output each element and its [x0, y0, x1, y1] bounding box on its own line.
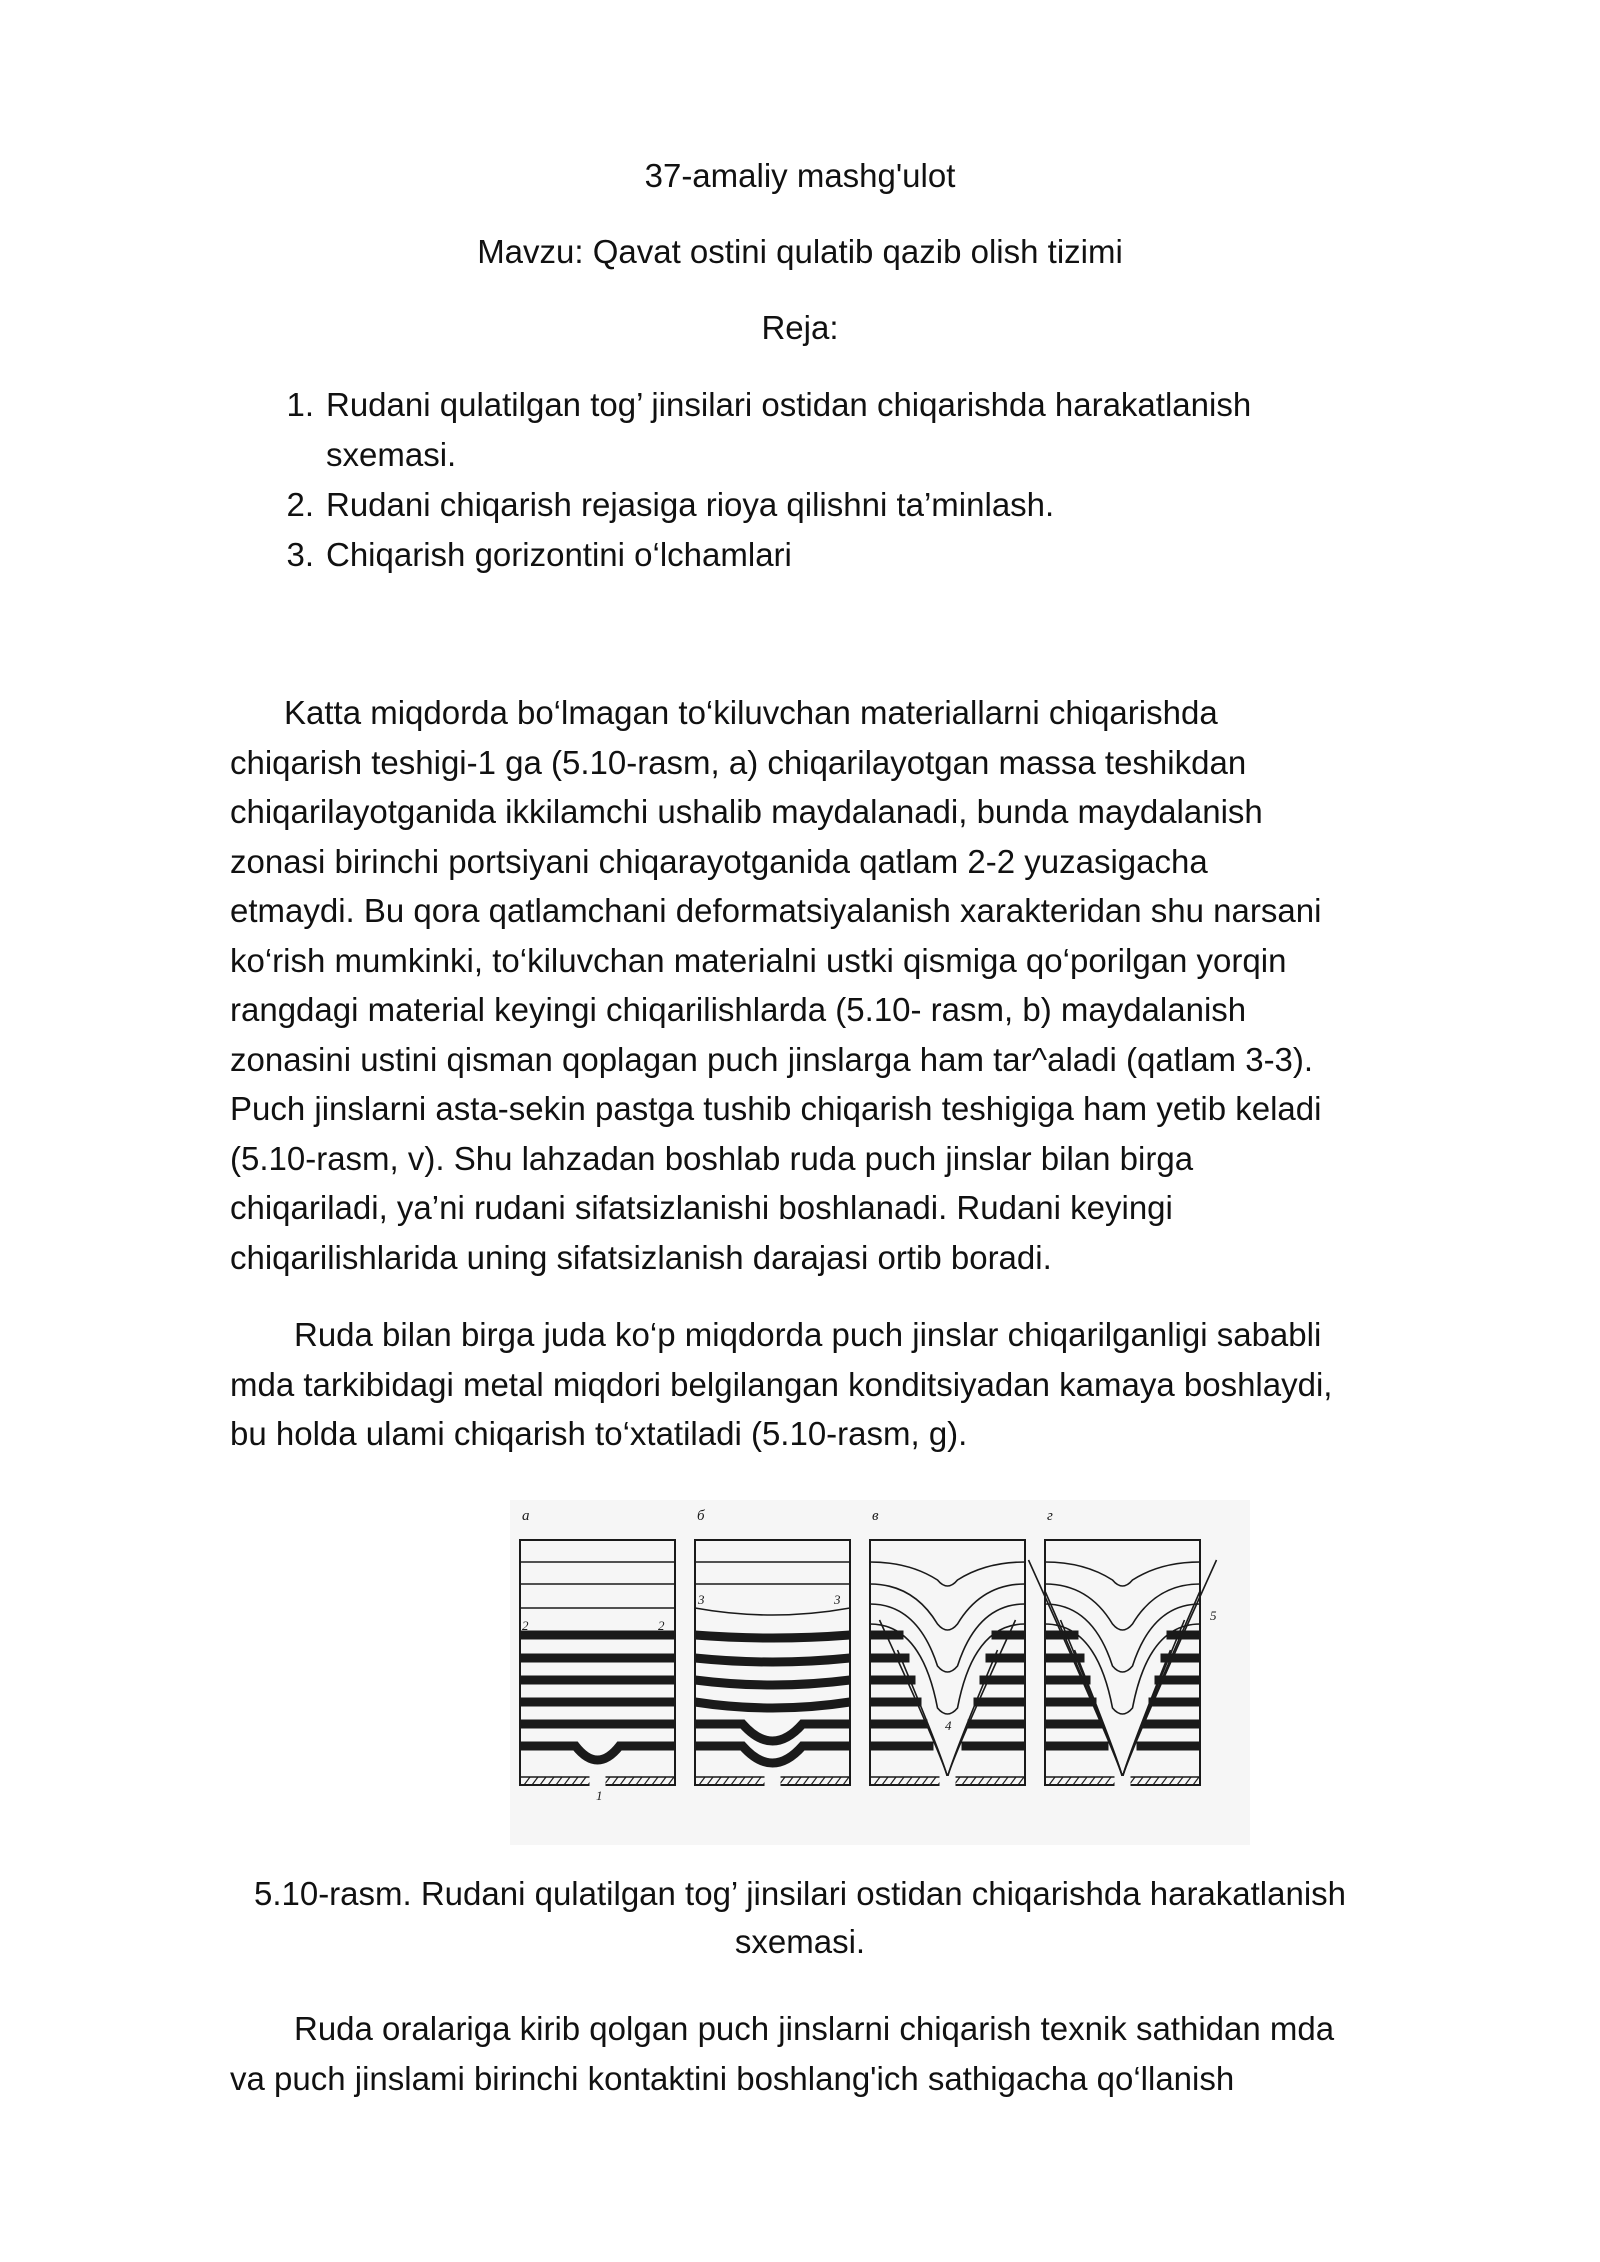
outlet-opening: [1115, 1776, 1131, 1786]
panel-label: а: [522, 1508, 530, 1524]
text-line: chiqarish teshigi-1 ga (5.10-rasm, a) chiqarilayotgan massa teshikdan: [230, 743, 1247, 781]
layer-label: 5: [1210, 1608, 1217, 1623]
plan-item-number: 2.: [286, 486, 314, 523]
plan-item-3: [270, 530, 1420, 580]
plan-item-1: [270, 380, 1420, 480]
plan-item-number: 3.: [286, 536, 314, 573]
text-line: chiqarilishlarida uning sifatsizlanish darajasi ortib boradi.: [230, 1238, 1052, 1276]
text-line: Ruda oralariga kirib qolgan puch jinslarni chiqarish texnik sathidan mda: [294, 2010, 1335, 2047]
caption-line: sxemasi.: [734, 1923, 866, 1960]
text-line: Ruda bilan birga juda ko‘p miqdorda puch jinslar chiqarilganligi sababli: [294, 1316, 1322, 1353]
caption-line: 5.10-rasm. Rudani qulatilgan tog’ jinsilari ostidan chiqarishda harakatlanish: [253, 1875, 1347, 1912]
text-line: bu holda ulami chiqarish to‘xtatiladi (5.10-rasm, g).: [230, 1415, 968, 1452]
layer-label: 4: [945, 1718, 952, 1733]
topic-line: Mavzu: Qavat ostini qulatib qazib olish tizimi: [477, 233, 1123, 270]
outlet-opening: [940, 1776, 956, 1786]
paragraph-3: [230, 2004, 1530, 2103]
paragraph-2: [230, 1310, 1530, 1459]
paragraph-1: [230, 688, 1530, 1282]
text-line: chiqariladi, ya’ni rudani sifatsizlanishi boshlanadi. Rudani keyingi: [230, 1189, 1173, 1226]
plan-item-text: Chiqarish gorizontini o‘lchamlari: [326, 536, 792, 573]
text-line: ko‘rish mumkinki, to‘kiluvchan materialni ustki qismiga qo‘porilgan yorqin: [230, 941, 1287, 979]
layer-label: 2: [522, 1618, 529, 1633]
ore-layer-band: [695, 1680, 850, 1685]
layer-label: 1: [596, 1788, 603, 1803]
layer-label: 3: [698, 1592, 705, 1607]
figure-caption: [230, 1870, 1370, 1966]
plan-heading: Reja:: [761, 309, 839, 346]
text-line: mda tarkibidagi metal miqdori belgilangan konditsiyadan kamaya boshlaydi,: [230, 1365, 1333, 1403]
layer-label: 2: [658, 1618, 665, 1633]
text-line: zonasi birinchi portsiyani chiqarayotganida qatlam 2-2 yuzasigacha: [230, 842, 1208, 880]
plan-item-text: Rudani chiqarish rejasiga rioya qilishni ta’minlash.: [326, 486, 1055, 523]
layer-label: 3: [834, 1592, 841, 1607]
plan-item-text: Rudani qulatilgan tog’ jinsilari ostidan chiqarishda harakatlanish: [326, 386, 1252, 423]
text-line: zonasini ustini qisman qoplagan puch jinslarga ham tar^aladi (qatlam 3-3).: [230, 1040, 1314, 1078]
outlet-opening: [765, 1776, 781, 1786]
text-line: va puch jinslami birinchi kontaktini boshlang'ich sathigacha qo‘llanish: [230, 2059, 1235, 2097]
plan-list: [270, 380, 1420, 580]
text-line: rangdagi material keyingi chiqarilishlarda (5.10- rasm, b) maydalanish: [230, 991, 1247, 1028]
figure-5-10: [510, 1500, 1250, 1845]
text-line: Katta miqdorda bo‘lmagan to‘kiluvchan materiallarni chiqarishda: [284, 694, 1218, 731]
draw-movement-scheme: [510, 1500, 1250, 1845]
panel-label: в: [872, 1508, 879, 1524]
outlet-opening: [590, 1776, 606, 1786]
text-line: Puch jinslarni asta-sekin pastga tushib chiqarish teshigiga ham yetib keladi: [230, 1090, 1322, 1127]
ore-layer-band: [695, 1635, 850, 1638]
panel-label: б: [697, 1508, 705, 1524]
page-title: 37-amaliy mashg'ulot: [644, 157, 956, 194]
plan-item-number: 1.: [286, 386, 314, 423]
text-line: chiqarilayotganida ikkilamchi ushalib maydalanadi, bunda maydalanish: [230, 793, 1263, 830]
text-line: etmaydi. Bu qora qatlamchani deformatsiyalanish xarakteridan shu narsani: [230, 892, 1322, 929]
text-line: (5.10-rasm, v). Shu lahzadan boshlab ruda puch jinslar bilan birga: [230, 1139, 1194, 1177]
plan-item-2: [270, 480, 1420, 530]
ore-layer-band: [695, 1658, 850, 1662]
figure-background: [510, 1500, 1250, 1845]
plan-item-text: sxemasi.: [326, 436, 457, 473]
panel-label: г: [1047, 1508, 1053, 1524]
